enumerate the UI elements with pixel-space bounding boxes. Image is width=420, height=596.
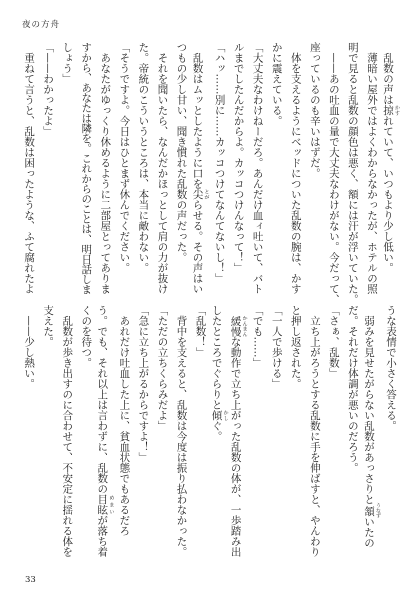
text-run: な動作で立ち上がった乱数の体が、一歩踏み出 [229,336,242,557]
text-run: ぐ。 [210,420,223,442]
text-run: 「ただの立ちくらみだよ」 [156,305,169,431]
text-column [171,305,190,557]
text-column [248,42,267,294]
page-number: 33 [25,575,36,585]
text-run: 「急に立ち上がるからですよ！」 [137,305,150,463]
ruby-text: うなず [374,502,381,519]
text-column [343,42,362,305]
ruby-text: かす [394,105,400,116]
text-column [57,42,76,294]
text-run: しょう」 [61,42,74,84]
text-column [229,42,248,294]
text-run: 「乱数！」 [194,305,207,358]
text-column [305,305,324,557]
text-run: あれだけ吐血した上に、貧血状態でもあるだろ [118,305,131,536]
text-column [171,42,190,294]
text-run: ——少し熱い。 [23,305,36,389]
lower-text-block [19,305,400,557]
text-run: つもの少し甘い、聞き慣れた乱数の声だった。 [175,42,188,263]
text-run: ルまでしたんだからよ。カッコつけんなって！」 [232,42,245,273]
text-run: 重ねて言うと、乱数は困ったような、ふて腐れたよ [23,42,36,294]
text-column [190,42,209,294]
text-column [114,42,133,294]
text-run: あなたがゆっくり休めるように二部屋とってありま [99,42,112,294]
ruby-text: めまい [108,494,115,515]
text-column [305,42,324,294]
text-column [76,42,95,294]
text-run: た。帝統のこういうところは、本当に敵わない。 [137,42,150,273]
text-run: 背中を支えると、乱数は今度は振り払わなかった。 [175,305,188,557]
text-run: うな表情で小さく答える。 [385,305,397,431]
ruby-base: 頷 [362,502,375,519]
running-header: 夜の方舟 [22,20,61,30]
text-run: 「——わかったよ」 [42,42,55,137]
text-column [95,42,114,294]
text-column [381,42,400,294]
ruby-annotation [210,410,229,421]
ruby-annotation [362,502,381,519]
ruby-annotation [96,494,115,515]
text-run: 「でも……」 [251,305,264,368]
text-column [286,305,305,557]
text-column [381,305,400,557]
text-column [324,305,343,557]
text-column [286,42,305,294]
ruby-annotation [191,189,210,200]
text-run [230,305,242,316]
ruby-text: かんまん [241,315,248,337]
text-run: 薄暗い屋外ではよくわからなかったが、ホテルの照 [365,42,378,294]
text-column [248,305,267,557]
text-run: 「ハッ……別に……カッコつけてなんてないし！」 [213,42,226,284]
text-run: 立ち上がろうとする乱数に手を伸ばすと、やんわり [308,305,321,557]
text-run: と押し返された。 [289,305,302,389]
text-run: 体を支えるようにベッドについた乱数の腕は、かす [289,42,302,294]
text-column [362,42,381,294]
text-run: ——あの吐血の量で大丈夫なわけがない。今だって、 [327,42,340,305]
text-column [38,305,57,557]
text-run: だ。それだけ体調が悪いのだろう。 [346,305,359,473]
text-run: 座っているのも辛いはずだ。 [308,42,321,179]
text-run: 明で見ると乱数の顔色は悪く、額には汗が浮いていた。 [346,42,359,305]
text-run: 「さぁ、乱数」 [327,305,340,379]
text-run: らせる。その声はい [191,199,204,294]
text-column [324,42,343,305]
text-run: いたの [362,516,375,548]
text-run: 「一人で歩ける」 [270,305,283,389]
text-run: 支えた。 [42,305,55,347]
text-run: 乱数はムッとしたように口を [191,42,204,189]
text-column [362,305,381,557]
text-column [267,305,286,557]
text-run: れていて、いつもより少し低い。 [382,115,394,273]
ruby-base: 緩慢 [229,315,242,337]
text-run: したところでぐらりと [210,305,223,410]
text-run: が落ち着 [96,515,109,557]
ruby-base: 目眩 [96,494,109,515]
text-column [95,305,114,557]
ruby-base: 傾 [210,410,223,421]
text-column [19,305,38,557]
text-column [210,42,229,294]
text-run: くのを待つ。 [80,305,93,368]
text-column [114,305,133,557]
upper-text-block [19,42,400,305]
text-run: 「そうですよ。今日はひとまず休んでください。 [118,42,131,273]
ruby-base: 尖 [191,189,204,200]
text-column [229,305,248,557]
text-run: 「大丈夫なわけねーだろ。あんだけ血ィ吐いて、バト [251,42,264,294]
text-column [152,305,171,557]
ruby-annotation [229,315,248,337]
text-run: かに震えている。 [270,42,283,126]
text-column [267,42,286,294]
text-run: 乱数が歩き出すのに合わせて、不安定に揺れる体を [61,305,74,557]
ruby-text: かし [222,410,229,421]
text-run: それを聞いたら、なんだかほっとして肩の力が抜け [156,42,169,294]
text-column [133,305,152,557]
text-run: う。でも、それ以上は言わずに、乱数の [96,305,109,494]
text-run: 弱みを見せたがらない乱数があっさりと [362,305,375,505]
text-column [133,42,152,294]
text-column [57,305,76,557]
ruby-text: とが [203,189,210,200]
ruby-annotation [382,105,400,116]
text-column [38,42,57,294]
text-column [19,42,38,294]
text-run: すから、あなたは隣を。これからのことは、明日話しま [80,42,93,295]
text-run: 乱数の声は [382,42,394,105]
ruby-base: 掠 [382,105,394,116]
text-column [152,42,171,294]
